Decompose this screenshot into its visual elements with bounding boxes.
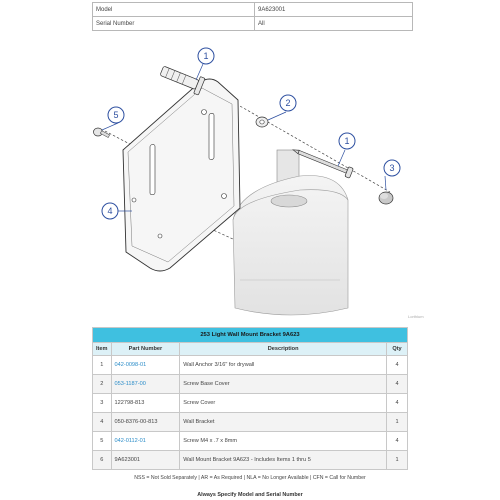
table-row [93, 356, 408, 375]
part-number-link[interactable]: 053-1187-00 [114, 381, 146, 387]
part-number: 050-8376-00-813 [111, 413, 180, 432]
screw-base-cover [256, 117, 268, 127]
table-row [93, 394, 408, 413]
callout-5-label: 5 [113, 110, 119, 121]
exploded-parts-diagram [0, 40, 500, 325]
parts-table-title: 253 Light Wall Mount Bracket 9A623 [93, 328, 408, 343]
model-row [93, 3, 413, 17]
callout-5 [108, 107, 124, 123]
table-row [93, 375, 408, 394]
row-qty: 1 [387, 413, 408, 432]
wall-anchor [158, 62, 205, 95]
callout-4-label: 4 [107, 206, 113, 217]
callout-2-label: 2 [285, 98, 291, 109]
specify-model-note: Always Specify Model and Serial Number [197, 491, 303, 498]
callout-3-label: 3 [389, 163, 395, 174]
watermark: Lorthium [408, 314, 424, 319]
legend-row [93, 470, 408, 486]
callout-2 [280, 95, 296, 111]
row-qty: 4 [387, 394, 408, 413]
serial-label: Serial Number [93, 17, 255, 31]
callout-1-right-label: 1 [344, 136, 350, 147]
row-qty: 4 [387, 356, 408, 375]
row-description: Wall Mount Bracket 9A623 - Includes Items 1 thru 5 [180, 451, 387, 470]
row-description: Screw Base Cover [180, 375, 387, 394]
wall-bracket [123, 79, 240, 271]
callout-1-top-label: 1 [203, 51, 209, 62]
callout-1-right [339, 133, 355, 149]
header-qty: Qty [387, 343, 408, 356]
part-number: 9A623001 [111, 451, 180, 470]
model-value: 9A623001 [255, 3, 413, 17]
row-description: Wall Bracket [180, 413, 387, 432]
table-row [93, 432, 408, 451]
abbreviation-legend: NSS = Not Sold Separately | AR = As Required | NLA = No Longer Available | CFN = Call for Number [134, 474, 366, 481]
header-description: Description [180, 343, 387, 356]
row-item: 3 [93, 394, 112, 413]
serial-row [93, 17, 413, 31]
part-number: 122798-813 [111, 394, 180, 413]
row-item: 2 [93, 375, 112, 394]
header-item: Item [93, 343, 112, 356]
row-item: 4 [93, 413, 112, 432]
part-number-link[interactable]: 042-0098-01 [114, 362, 147, 368]
table-row [93, 451, 408, 470]
row-qty: 4 [387, 432, 408, 451]
row-description: Screw M4 x .7 x 8mm [180, 432, 387, 451]
row-qty: 4 [387, 375, 408, 394]
small-screw [94, 128, 110, 138]
row-item: 1 [93, 356, 112, 375]
row-qty: 1 [387, 451, 408, 470]
row-description: Wall Anchor 3/16" for drywall [180, 356, 387, 375]
row-item: 5 [93, 432, 112, 451]
callout-1-top [198, 48, 214, 64]
model-info-table [92, 2, 413, 31]
screw [291, 145, 353, 178]
parts-table-header [93, 343, 408, 356]
part-number-link[interactable]: 042-0112-01 [114, 438, 146, 444]
header-part-number: Part Number [111, 343, 180, 356]
model-label: Model [93, 3, 255, 17]
parts-table-title-row [93, 328, 408, 343]
parts-table [92, 327, 408, 500]
note-row [93, 486, 408, 500]
table-row [93, 413, 408, 432]
row-item: 6 [93, 451, 112, 470]
serial-value: All [255, 17, 413, 31]
light-fixture [233, 150, 348, 315]
screw-cover [379, 192, 393, 204]
callout-3 [384, 160, 400, 176]
row-description: Screw Cover [180, 394, 387, 413]
callout-4 [102, 203, 118, 219]
